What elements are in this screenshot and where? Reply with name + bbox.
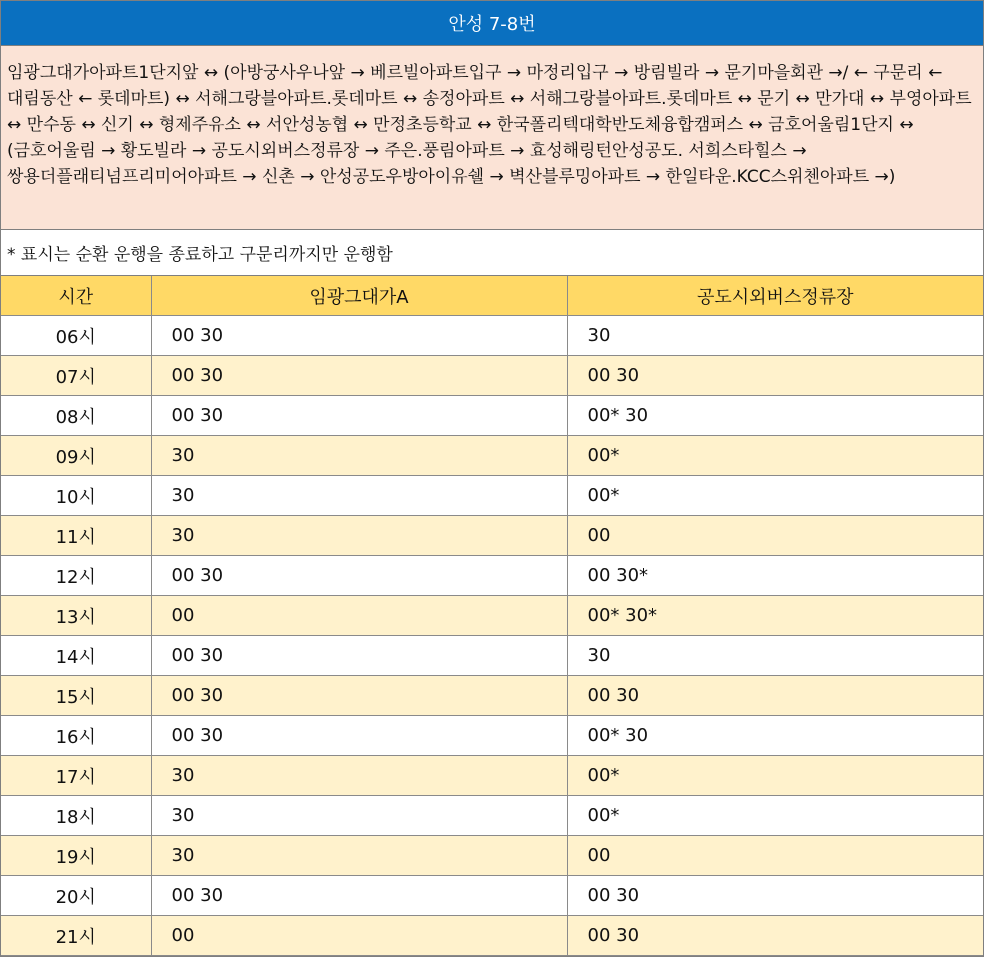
col-a-cell: 00 30: [151, 636, 567, 676]
col-a-cell: 00: [151, 916, 567, 956]
col-b-cell: 00: [567, 836, 983, 876]
col-b-cell: 00 30: [567, 876, 983, 916]
col-a-cell: 00 30: [151, 716, 567, 756]
col-b-cell: 00*: [567, 436, 983, 476]
hour-cell: 07시: [1, 356, 151, 396]
hour-cell: 11시: [1, 516, 151, 556]
col-b-cell: 30: [567, 316, 983, 356]
hour-cell: 15시: [1, 676, 151, 716]
table-row: [1, 836, 983, 876]
route-description: 임광그대가아파트1단지앞 ↔ (아방궁사우나앞 → 베르빌아파트입구 → 마정리입구 → 방림빌라 → 문기마을회관 →/ ← 구문리 ← 대림동산 ← 롯데마트) ↔ 서해그랑블아파트.롯데마트 ↔ 송정아파트 ↔ 서해그랑블아파트.롯데마트 ↔ 문기 ↔ 만가대 ↔ 부영아파트 ↔ 만수동 ↔ 신기 ↔ 형제주유소 ↔ 서안성농협 ↔ 만정초등학교 ↔ 한국폴리텍대학반도체융합캠퍼스 ↔ 금호어울림1단지 ↔ (금호어울림 → 황도빌라 → 공도시외버스정류장 → 주은.풍림아파트 → 효성해링턴안성공도. 서희스타힐스 → 쌍용더플래티넘프리미어아파트 → 신촌 → 안성공도우방아이유쉘 → 벽산블루밍아파트 → 한일타운.KCC스위첸아파트 →): [1, 46, 983, 230]
col-a-cell: 00 30: [151, 356, 567, 396]
header-row: [1, 276, 983, 316]
table-row: [1, 796, 983, 836]
schedule-body: [1, 316, 983, 956]
table-row: [1, 316, 983, 356]
table-row: [1, 636, 983, 676]
col-b-cell: 00 30*: [567, 556, 983, 596]
col-b-cell: 00* 30: [567, 396, 983, 436]
hour-cell: 21시: [1, 916, 151, 956]
hour-cell: 12시: [1, 556, 151, 596]
col-a-cell: 00 30: [151, 876, 567, 916]
table-row: [1, 516, 983, 556]
table-row: [1, 716, 983, 756]
col-b-cell: 00* 30: [567, 716, 983, 756]
col-a-cell: 30: [151, 756, 567, 796]
col-a-cell: 00 30: [151, 316, 567, 356]
header-col-a: 임광그대가A: [151, 276, 567, 316]
col-a-cell: 30: [151, 796, 567, 836]
col-b-cell: 00*: [567, 796, 983, 836]
col-a-cell: 00 30: [151, 676, 567, 716]
footnote: * 표시는 순환 운행을 종료하고 구문리까지만 운행함: [1, 230, 983, 276]
col-a-cell: 30: [151, 516, 567, 556]
timetable-title: 안성 7-8번: [1, 1, 983, 46]
col-a-cell: 00 30: [151, 556, 567, 596]
col-b-cell: 00: [567, 516, 983, 556]
hour-cell: 19시: [1, 836, 151, 876]
schedule-table: [1, 276, 983, 956]
table-row: [1, 876, 983, 916]
col-a-cell: 30: [151, 836, 567, 876]
col-b-cell: 00 30: [567, 916, 983, 956]
hour-cell: 18시: [1, 796, 151, 836]
hour-cell: 17시: [1, 756, 151, 796]
header-col-b: 공도시외버스정류장: [567, 276, 983, 316]
table-row: [1, 436, 983, 476]
table-row: [1, 356, 983, 396]
col-b-cell: 00 30: [567, 676, 983, 716]
table-row: [1, 916, 983, 956]
hour-cell: 16시: [1, 716, 151, 756]
col-a-cell: 00: [151, 596, 567, 636]
col-b-cell: 00*: [567, 476, 983, 516]
hour-cell: 06시: [1, 316, 151, 356]
header-hour: 시간: [1, 276, 151, 316]
col-a-cell: 30: [151, 436, 567, 476]
hour-cell: 09시: [1, 436, 151, 476]
hour-cell: 10시: [1, 476, 151, 516]
col-b-cell: 00* 30*: [567, 596, 983, 636]
table-row: [1, 676, 983, 716]
col-a-cell: 30: [151, 476, 567, 516]
col-a-cell: 00 30: [151, 396, 567, 436]
hour-cell: 13시: [1, 596, 151, 636]
hour-cell: 14시: [1, 636, 151, 676]
table-row: [1, 476, 983, 516]
col-b-cell: 30: [567, 636, 983, 676]
col-b-cell: 00*: [567, 756, 983, 796]
table-row: [1, 556, 983, 596]
hour-cell: 08시: [1, 396, 151, 436]
col-b-cell: 00 30: [567, 356, 983, 396]
table-row: [1, 596, 983, 636]
table-row: [1, 756, 983, 796]
table-row: [1, 396, 983, 436]
hour-cell: 20시: [1, 876, 151, 916]
